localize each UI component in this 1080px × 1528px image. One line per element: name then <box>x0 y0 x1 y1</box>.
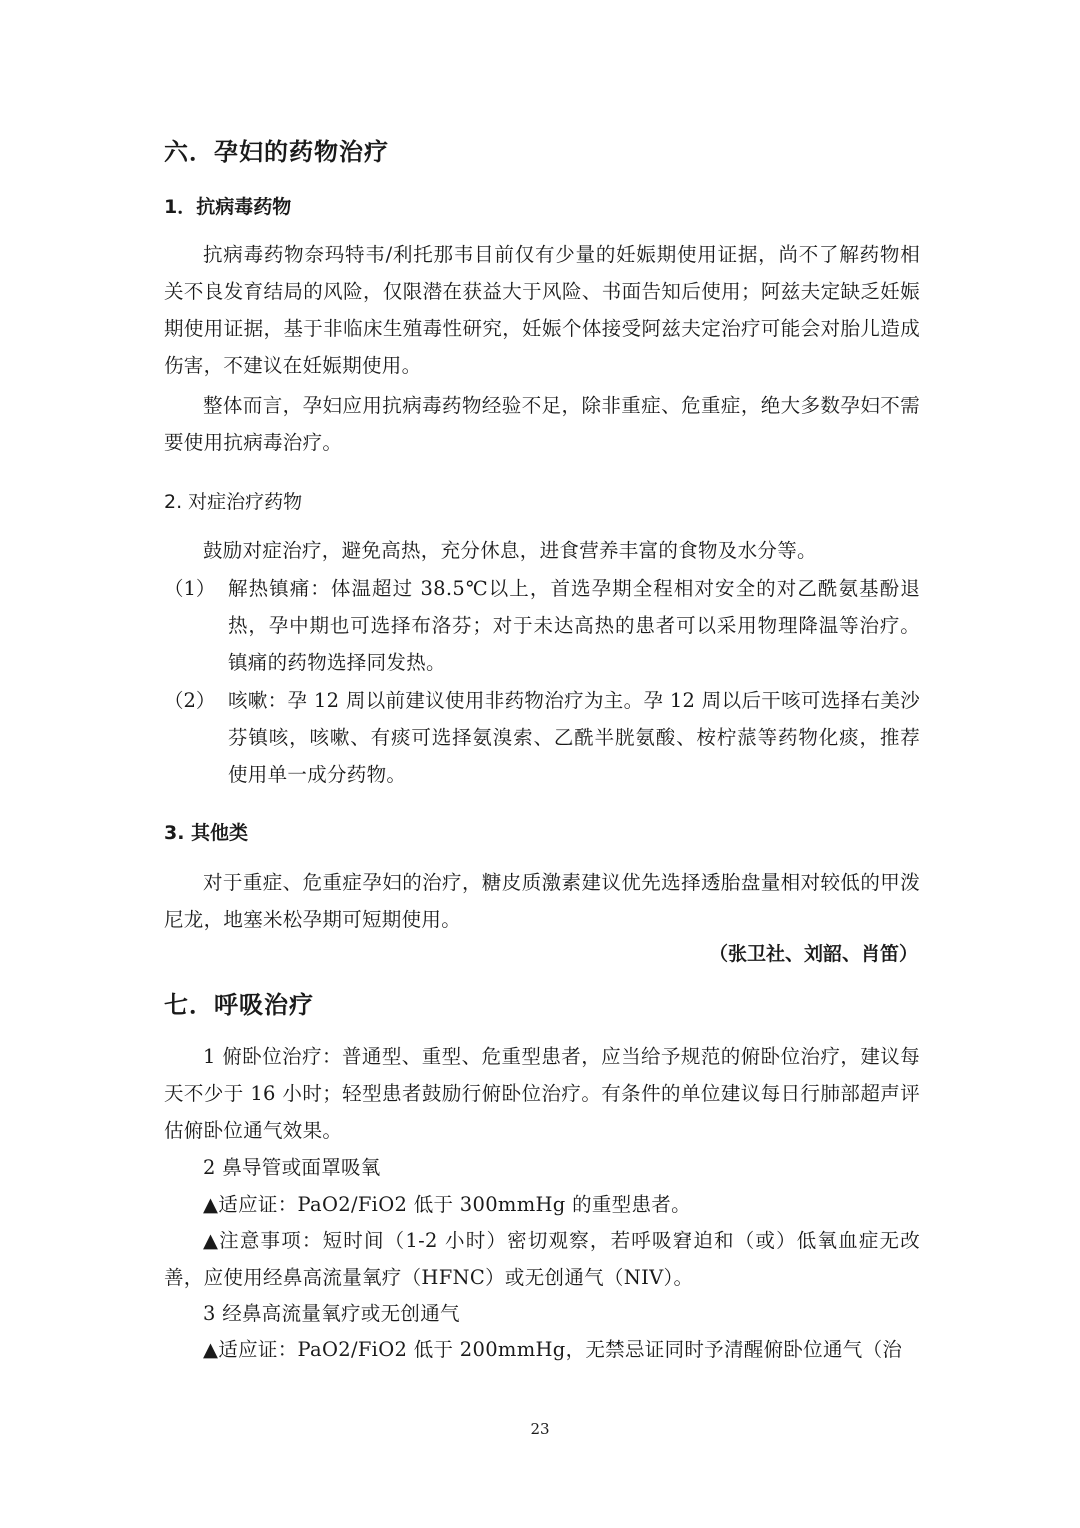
nasal-oxygen-heading: 2 鼻导管或面罩吸氧 <box>203 1156 381 1179</box>
antiviral-paragraph: 抗病毒药物奈玛特韦/利托那韦目前仅有少量的妊娠期使用证据，尚不了解药物相关不良发育结局的风险，仅限潜在获益大于风险、书面告知后使用；阿兹夫定缺乏妊娠期使用证据，基于非临床生殖毒性研究，妊娠个体接受阿兹夫定治疗可能会对胎儿造成伤害，不建议在妊娠期使用。 <box>164 243 920 377</box>
hfnc-indication-paragraph: ▲适应证：PaO2/FiO2 低于 200mmHg，无禁忌证同时予清醒俯卧位通气（治 <box>203 1338 903 1361</box>
list-item-number: （1） <box>164 577 216 600</box>
antiviral-summary-paragraph: 整体而言，孕妇应用抗病毒药物经验不足，除非重症、危重症，绝大多数孕妇不需要使用抗病毒治疗。 <box>164 394 920 454</box>
prone-position-paragraph: 1 俯卧位治疗：普通型、重型、危重型患者，应当给予规范的俯卧位治疗，建议每天不少于 16 小时；轻型患者鼓励行俯卧位治疗。有条件的单位建议每日行肺部超声评估俯卧位通气效果。 <box>164 1045 920 1142</box>
other-drugs-paragraph: 对于重症、危重症孕妇的治疗，糖皮质激素建议优先选择透胎盘量相对较低的甲泼尼龙，地塞米松孕期可短期使用。 <box>164 871 920 931</box>
list-item-number: （2） <box>164 689 216 712</box>
list-item-text: 咳嗽：孕 12 周以前建议使用非药物治疗为主。孕 12 周以后干咳可选择右美沙芬镇咳，咳嗽、有痰可选择氨溴索、乙酰半胱氨酸、桉柠蒎等药物化痰，推荐使用单一成分药物。 <box>228 689 920 786</box>
subsection-1-heading: 1．抗病毒药物 <box>164 196 292 218</box>
indication-paragraph: ▲适应证：PaO2/FiO2 低于 300mmHg 的重型患者。 <box>203 1193 691 1216</box>
list-item <box>164 570 920 681</box>
subsection-2-heading: 2. 对症治疗药物 <box>164 491 303 513</box>
page-number: 23 <box>530 1420 550 1438</box>
section-6-heading: 六．孕妇的药物治疗 <box>164 138 389 166</box>
list-item-text: 解热镇痛：体温超过 38.5℃以上，首选孕期全程相对安全的对乙酰氨基酚退热，孕中期也可选择布洛芬；对于未达高热的患者可以采用物理降温等治疗。镇痛的药物选择同发热。 <box>228 577 920 674</box>
authors-attribution: （张卫社、刘韶、肖笛） <box>708 943 918 965</box>
precautions-paragraph: ▲注意事项：短时间（1-2 小时）密切观察，若呼吸窘迫和（或）低氧血症无改善，应使用经鼻高流量氧疗（HFNC）或无创通气（NIV）。 <box>164 1229 920 1289</box>
section-7-heading: 七．呼吸治疗 <box>164 991 314 1019</box>
subsection-3-heading: 3. 其他类 <box>164 822 249 844</box>
hfnc-niv-heading: 3 经鼻高流量氧疗或无创通气 <box>203 1302 460 1325</box>
symptomatic-intro-paragraph: 鼓励对症治疗，避免高热，充分休息，进食营养丰富的食物及水分等。 <box>203 539 817 562</box>
list-item <box>164 682 920 793</box>
